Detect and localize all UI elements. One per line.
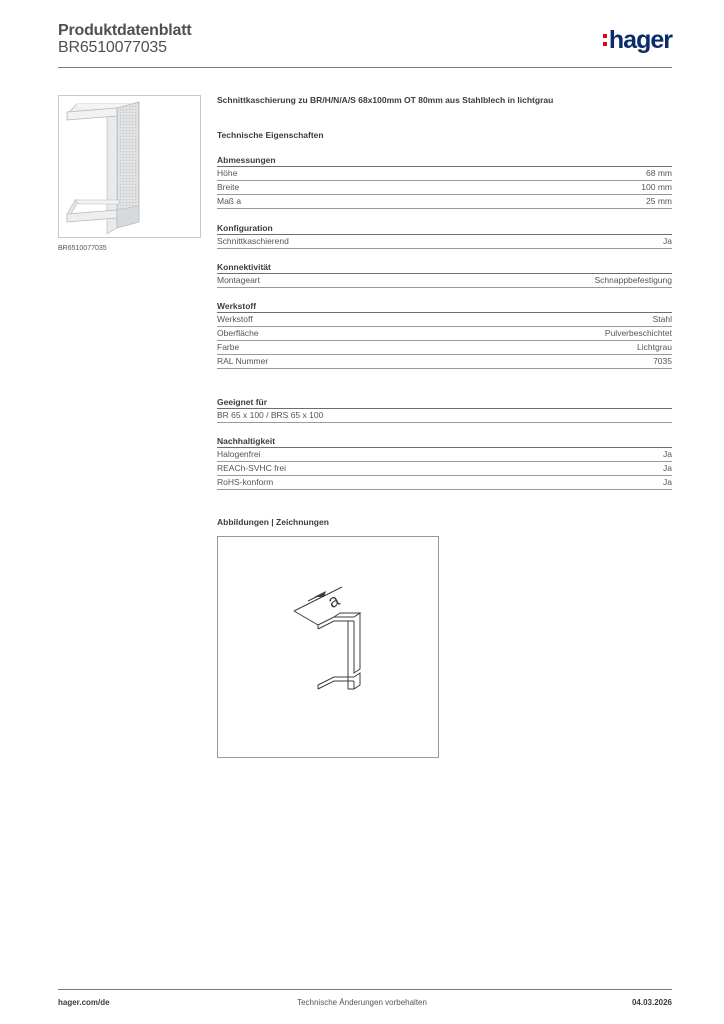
property-value: 100 mm <box>641 182 672 192</box>
property-row <box>217 355 672 369</box>
property-value: 68 mm <box>646 168 672 178</box>
product-number: BR6510077035 <box>58 39 167 56</box>
section-dimensions <box>217 154 672 209</box>
property-value: Lichtgrau <box>637 342 672 352</box>
section-title: Nachhaltigkeit <box>217 435 672 448</box>
section-title: Werkstoff <box>217 300 672 313</box>
footer-notice: Technische Änderungen vorbehalten <box>297 998 427 1007</box>
section-suitable-for <box>217 396 672 423</box>
property-label: RAL Nummer <box>217 356 269 366</box>
section-configuration <box>217 222 672 249</box>
section-title: Konfiguration <box>217 222 672 235</box>
property-value: Ja <box>663 463 672 473</box>
product-photo-icon <box>59 96 200 237</box>
property-row <box>217 235 672 249</box>
property-row <box>217 476 672 490</box>
property-label: Halogenfrei <box>217 449 261 459</box>
property-label: Breite <box>217 182 240 192</box>
property-label: Schnittkaschierend <box>217 236 289 246</box>
property-row <box>217 181 672 195</box>
property-row <box>217 313 672 327</box>
product-description: Schnittkaschierung zu BR/H/N/A/S 68x100mm OT 80mm aus Stahlblech in lichtgrau <box>217 95 554 105</box>
section-sustainability <box>217 435 672 490</box>
logo-wordmark: hager <box>608 25 672 54</box>
header-divider <box>58 67 672 68</box>
document-title: Produktdatenblatt <box>58 22 192 39</box>
footer-website-link[interactable]: hager.com/de <box>58 998 110 1007</box>
property-row <box>217 341 672 355</box>
property-label: Oberfläche <box>217 328 259 338</box>
property-row <box>217 274 672 288</box>
property-label: Höhe <box>217 168 238 178</box>
section-connectivity <box>217 261 672 288</box>
hager-logo <box>603 27 672 53</box>
property-label: BR 65 x 100 / BRS 65 x 100 <box>217 410 324 420</box>
property-label: Farbe <box>217 342 240 352</box>
property-row <box>217 448 672 462</box>
property-row <box>217 409 672 423</box>
property-value: Stahl <box>652 314 672 324</box>
property-row <box>217 167 672 181</box>
drawings-heading: Abbildungen | Zeichnungen <box>217 517 329 527</box>
property-value: 25 mm <box>646 196 672 206</box>
section-title: Abmessungen <box>217 154 672 167</box>
property-value: Pulverbeschichtet <box>604 328 672 338</box>
property-value: Schnappbefestigung <box>594 275 672 285</box>
property-value: Ja <box>663 449 672 459</box>
footer-date: 04.03.2026 <box>631 998 672 1007</box>
footer-divider <box>58 989 672 990</box>
product-image-caption: BR6510077035 <box>58 245 107 252</box>
property-label: REACh-SVHC frei <box>217 463 286 473</box>
dimension-label: a <box>324 589 343 613</box>
section-title: Geeignet für <box>217 396 672 409</box>
property-row <box>217 462 672 476</box>
technical-properties-heading: Technische Eigenschaften <box>217 130 324 140</box>
property-value: Ja <box>663 236 672 246</box>
property-label: Maß a <box>217 196 242 206</box>
property-label: Montageart <box>217 275 260 285</box>
property-row <box>217 327 672 341</box>
technical-drawing <box>217 536 439 758</box>
property-value: Ja <box>663 477 672 487</box>
product-image <box>58 95 201 238</box>
logo-dots-icon <box>603 34 607 46</box>
property-label: Werkstoff <box>217 314 253 324</box>
property-label: RoHS-konform <box>217 477 274 487</box>
page-header <box>58 20 672 70</box>
property-value: 7035 <box>653 356 672 366</box>
property-row <box>217 195 672 209</box>
dimension-drawing-icon <box>218 537 438 757</box>
section-title: Konnektivität <box>217 261 672 274</box>
section-material <box>217 300 672 369</box>
